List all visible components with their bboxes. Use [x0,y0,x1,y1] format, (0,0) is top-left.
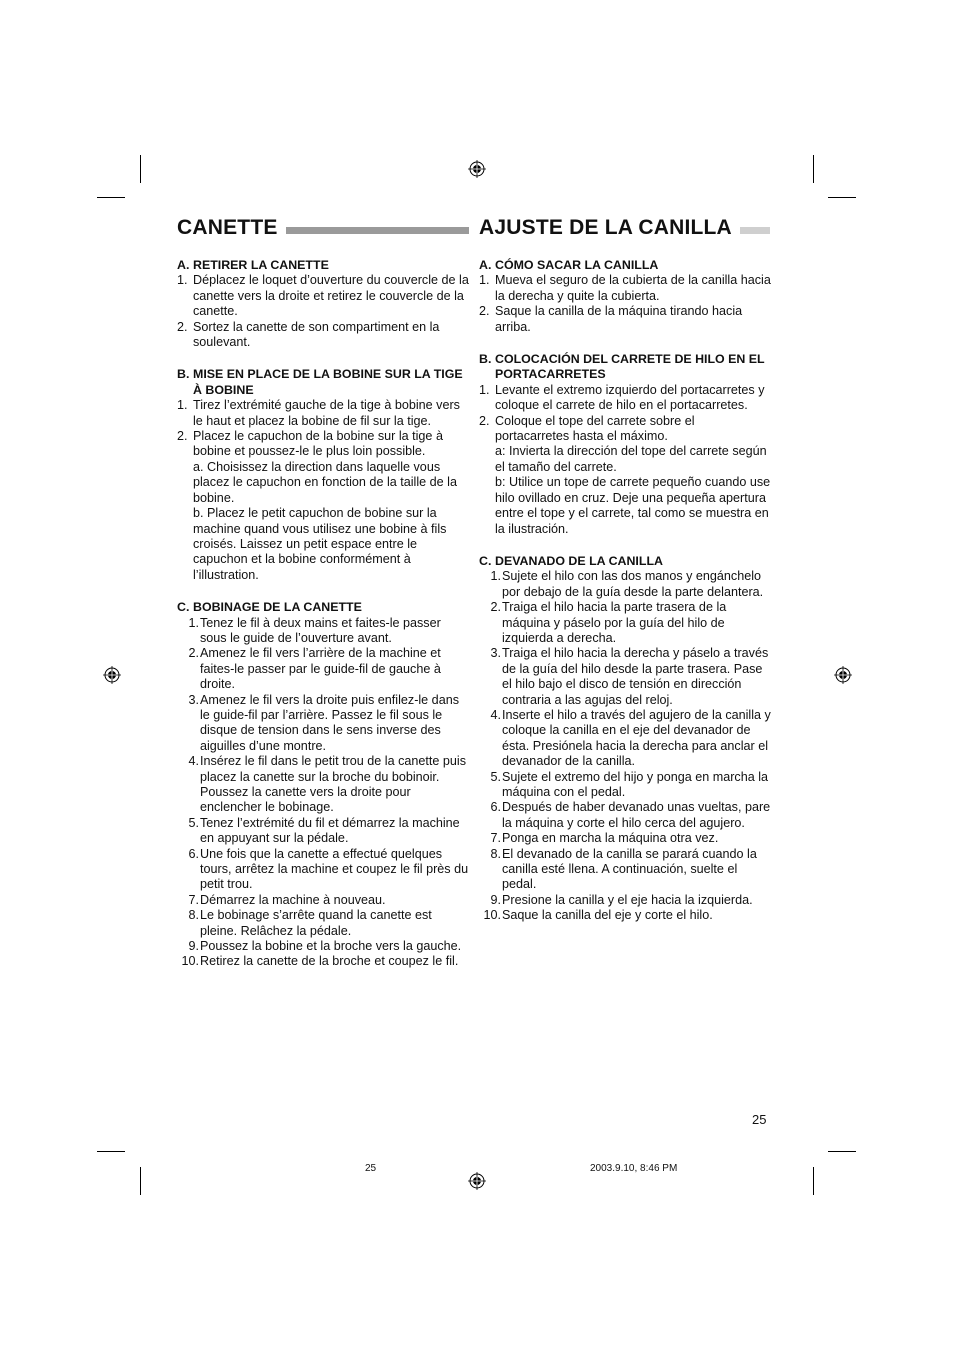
crop-mark-top-right-v [813,155,814,183]
list-item-main-text: Saque la canilla de la máquina tirando hacia arriba. [495,304,743,334]
list-item-number: 7. [188,892,199,907]
section-letter: A. [479,258,492,272]
list-item-subtext: b: Utilice un tope de carrete pequeño cuando use hilo ovillado en cruz. Deje una pequeña apertura entre el tope y el carrete, tal como se muestra en la ilustración. [495,475,771,536]
list-item [177,320,469,351]
list-item [479,847,771,893]
list-item-main-text: Inserte el hilo a través del agujero de la canilla y coloque la canilla en el eje del devanador de ésta. Presiónela hacia la derecha para anclar el devanador de la canilla. [502,707,771,769]
list-item [479,304,771,335]
list-item [177,693,469,755]
list-item [479,908,771,923]
footer-timestamp: 2003.9.10, 8:46 PM [590,1163,678,1174]
section-heading [177,600,469,615]
list-item [177,273,469,319]
list-item-number: 4. [188,754,199,769]
list-item-text [502,569,771,600]
list-item-number: 2. [177,319,188,334]
section [479,352,771,537]
list-item-number: 7. [490,831,501,846]
section-heading-text: RETIRER LA CANETTE [193,258,329,272]
list-item-text [502,831,771,846]
list-item [479,569,771,600]
list-item-text [200,954,469,969]
list-item-number: 2. [188,646,199,661]
list-item [177,893,469,908]
list-item [177,754,469,816]
list-item-text [193,429,469,583]
list-item-text [495,304,771,335]
list-item-main-text: Traiga el hilo hacia la derecha y páselo a través de la guía del hilo desde la parte trasera. Pase el hilo bajo el disco de tensión en dirección contraria a las agujas del reloj. [502,646,769,707]
section [479,554,771,924]
list-item-number: 5. [490,769,501,784]
list-item-number: 1. [490,569,501,584]
list-item [177,429,469,583]
list-item-number: 8. [490,846,501,861]
list-item-main-text: Levante el extremo izquierdo del portacarretes y coloque el carrete de hilo en el portacarretes. [495,382,765,413]
list-item-main-text: Tenez le fil à deux mains et faites-le passer sous le guide de l’ouverture avant. [200,615,441,645]
section-letter: A. [177,258,190,272]
list-item-text [502,908,771,923]
list-item-main-text: Saque la canilla del eje y corte el hilo. [502,908,713,923]
list-item-main-text: El devanado de la canilla se parará cuando la canilla esté llena. A continuación, suelte el pedal. [502,846,757,892]
list-item-text [200,693,469,755]
list-item-text [200,847,469,893]
list-item-main-text: Tirez l’extrémité gauche de la tige à bobine vers le haut et placez la bobine de fil sur la tige. [193,398,460,428]
list-item-main-text: Tenez l’extrémité du fil et démarrez la machine en appuyant sur la pédale. [200,815,460,846]
registration-mark-icon [468,1172,486,1190]
french-title-row [177,215,469,241]
list-item-text [200,893,469,908]
list-item-text [502,708,771,770]
list-item-text [502,646,771,708]
registration-mark-icon [103,666,121,684]
section [177,367,469,583]
list-item-subtext: a. Choisissez la direction dans laquelle vous placez le capuchon en fonction de la taille de la bobine. [193,459,457,505]
registration-mark-icon [834,666,852,684]
list-item-number: 2. [177,429,188,444]
list-item [177,398,469,429]
list-item-text [200,646,469,692]
list-item-main-text: Presione la canilla y el eje hacia la izquierda. [502,892,753,907]
list-item [177,616,469,647]
list-item-main-text: Traiga el hilo hacia la parte trasera de la máquina y páselo por la guía del hilo de izquierda a derecha. [502,600,727,645]
title-rule [286,227,469,234]
spanish-sections [479,258,771,924]
list-item [479,800,771,831]
list-item-main-text: Déplacez le loquet d’ouverture du couvercle de la canette vers la droite et retirez le couvercle de la canette. [193,273,469,319]
list-item-text [495,414,771,537]
section-heading-text: MISE EN PLACE DE LA BOBINE SUR LA TIGE À BOBINE [193,367,463,397]
section-heading-text: COLOCACIÓN DEL CARRETE DE HILO EN EL PORTACARRETES [495,352,765,382]
list-item-text [200,908,469,939]
spanish-title-row [479,215,771,241]
list-item-text [502,770,771,801]
list-item-text [200,816,469,847]
list-item-main-text: Sortez la canette de son compartiment en la soulevant. [193,319,440,350]
list-item-main-text: Placez le capuchon de la bobine sur la tige à bobine et poussez-le le plus loin possible. [193,429,443,459]
list-item-number: 9. [490,892,501,907]
list-item-number: 2. [490,600,501,615]
list-item-number: 9. [188,939,199,954]
list-item-main-text: Retirez la canette de la broche et coupez le fil. [200,954,459,969]
list-item-text [193,398,469,429]
list-item-main-text: Coloque el tope del carrete sobre el portacarretes hasta el máximo. [495,413,695,444]
list-item-number: 6. [188,846,199,861]
list-item-main-text: Mueva el seguro de la cubierta de la canilla hacia la derecha y quite la cubierta. [495,273,771,303]
list-item-number: 4. [490,707,501,722]
list-item-text [200,754,469,816]
section-letter: C. [479,553,492,568]
section-heading [479,258,771,273]
list-item-main-text: Une fois que la canette a effectué quelques tours, arrêtez la machine et coupez le fil près du petit trou. [200,846,469,892]
list-item-text [200,939,469,954]
section-letter: B. [177,367,190,382]
list-item-main-text: Amenez le fil vers l’arrière de la machine et faites-le passer par le guide-fil de gauche à droite. [200,646,441,692]
list-item-number: 1. [188,615,199,630]
list-item-number: 10. [181,954,199,969]
list-item-number: 10. [483,908,501,923]
crop-mark-bottom-right-h [828,1151,856,1152]
crop-mark-top-right-h [828,197,856,198]
spanish-title: AJUSTE DE LA CANILLA [479,216,732,239]
list-item-main-text: Amenez le fil vers la droite puis enfilez-le dans le guide-fil par l’arrière. Passez le fil sous le disque de tension dans le sens inverse des aiguilles d’une montre. [200,692,459,753]
list-item-text [502,847,771,893]
title-rule [740,227,770,234]
list-item-number: 1. [177,273,188,288]
list-item-main-text: Le bobinage s’arrête quand la canette est pleine. Relâchez la pédale. [200,908,432,938]
spanish-column [479,215,771,924]
section-heading [177,258,469,273]
list-item-number: 1. [479,382,490,397]
section [177,258,469,350]
list-item-text [495,383,771,414]
page-number: 25 [752,1112,767,1127]
list-item-number: 5. [188,815,199,830]
list-item-subtext: a: Invierta la dirección del tope del carrete según el tamaño del carrete. [495,444,767,474]
list-item [479,646,771,708]
list-item-subtext: b. Placez le petit capuchon de bobine sur la machine quand vous utilisez une bobine à fils croisés. Laissez un petit espace entre le capuchon et la bobine conformément à l’illustration. [193,506,447,582]
list-item-number: 2. [479,413,490,428]
list-item [177,847,469,893]
list-item-number: 6. [490,800,501,815]
footer-page: 25 [365,1163,377,1174]
list-item [479,893,771,908]
french-sections [177,258,469,970]
list-item-main-text: Poussez la bobine et la broche vers la gauche. [200,939,462,954]
list-item-main-text: Sujete el hilo con las dos manos y engánchelo por debajo de la guía desde la parte delantera. [502,569,764,599]
list-item-main-text: Después de haber devanado unas vueltas, pare la máquina y corte el hilo cerca del agujero. [502,800,771,830]
list-item [479,383,771,414]
section-heading-text: CÓMO SACAR LA CANILLA [495,258,659,272]
list-item [177,954,469,969]
list-item [177,939,469,954]
list-item-number: 2. [479,304,490,319]
list-item [479,831,771,846]
crop-mark-top-left-h [97,197,125,198]
list-item-number: 1. [177,398,188,413]
registration-mark-icon [468,160,486,178]
list-item-text [193,273,469,319]
list-item-number: 3. [490,646,501,661]
list-item-number: 8. [188,908,199,923]
french-title: CANETTE [177,216,278,239]
list-item-text [495,273,771,304]
crop-mark-bottom-right-v [813,1167,814,1195]
list-item [177,908,469,939]
list-item-main-text: Sujete el extremo del hijo y ponga en marcha la máquina con el pedal. [502,769,769,799]
section-heading-text: DEVANADO DE LA CANILLA [495,553,663,568]
list-item [479,708,771,770]
list-item-main-text: Démarrez la machine à nouveau. [200,892,386,907]
list-item [177,646,469,692]
list-item-text [502,893,771,908]
section-heading-text: BOBINAGE DE LA CANETTE [193,600,362,615]
list-item [479,273,771,304]
crop-mark-bottom-left-h [97,1151,125,1152]
list-item [479,770,771,801]
french-column [177,215,469,970]
section-letter: B. [479,352,492,367]
list-item-text [502,600,771,646]
crop-mark-top-left-v [140,155,141,183]
list-item [479,414,771,537]
list-item-main-text: Ponga en marcha la máquina otra vez. [502,831,719,846]
list-item [177,816,469,847]
section [177,600,469,970]
list-item-text [193,320,469,351]
list-item-number: 3. [188,692,199,707]
list-item-text [502,800,771,831]
crop-mark-bottom-left-v [140,1167,141,1195]
section-letter: C. [177,600,190,615]
list-item [479,600,771,646]
list-item-number: 1. [479,273,490,288]
section-heading [479,554,771,569]
section [479,258,771,335]
list-item-text [200,616,469,647]
section-heading [177,367,469,398]
section-heading [479,352,771,383]
list-item-main-text: Insérez le fil dans le petit trou de la canette puis placez la canette sur la broche du bobinoir. Poussez la canette vers la droite pour enclencher le bobinage. [200,754,467,815]
